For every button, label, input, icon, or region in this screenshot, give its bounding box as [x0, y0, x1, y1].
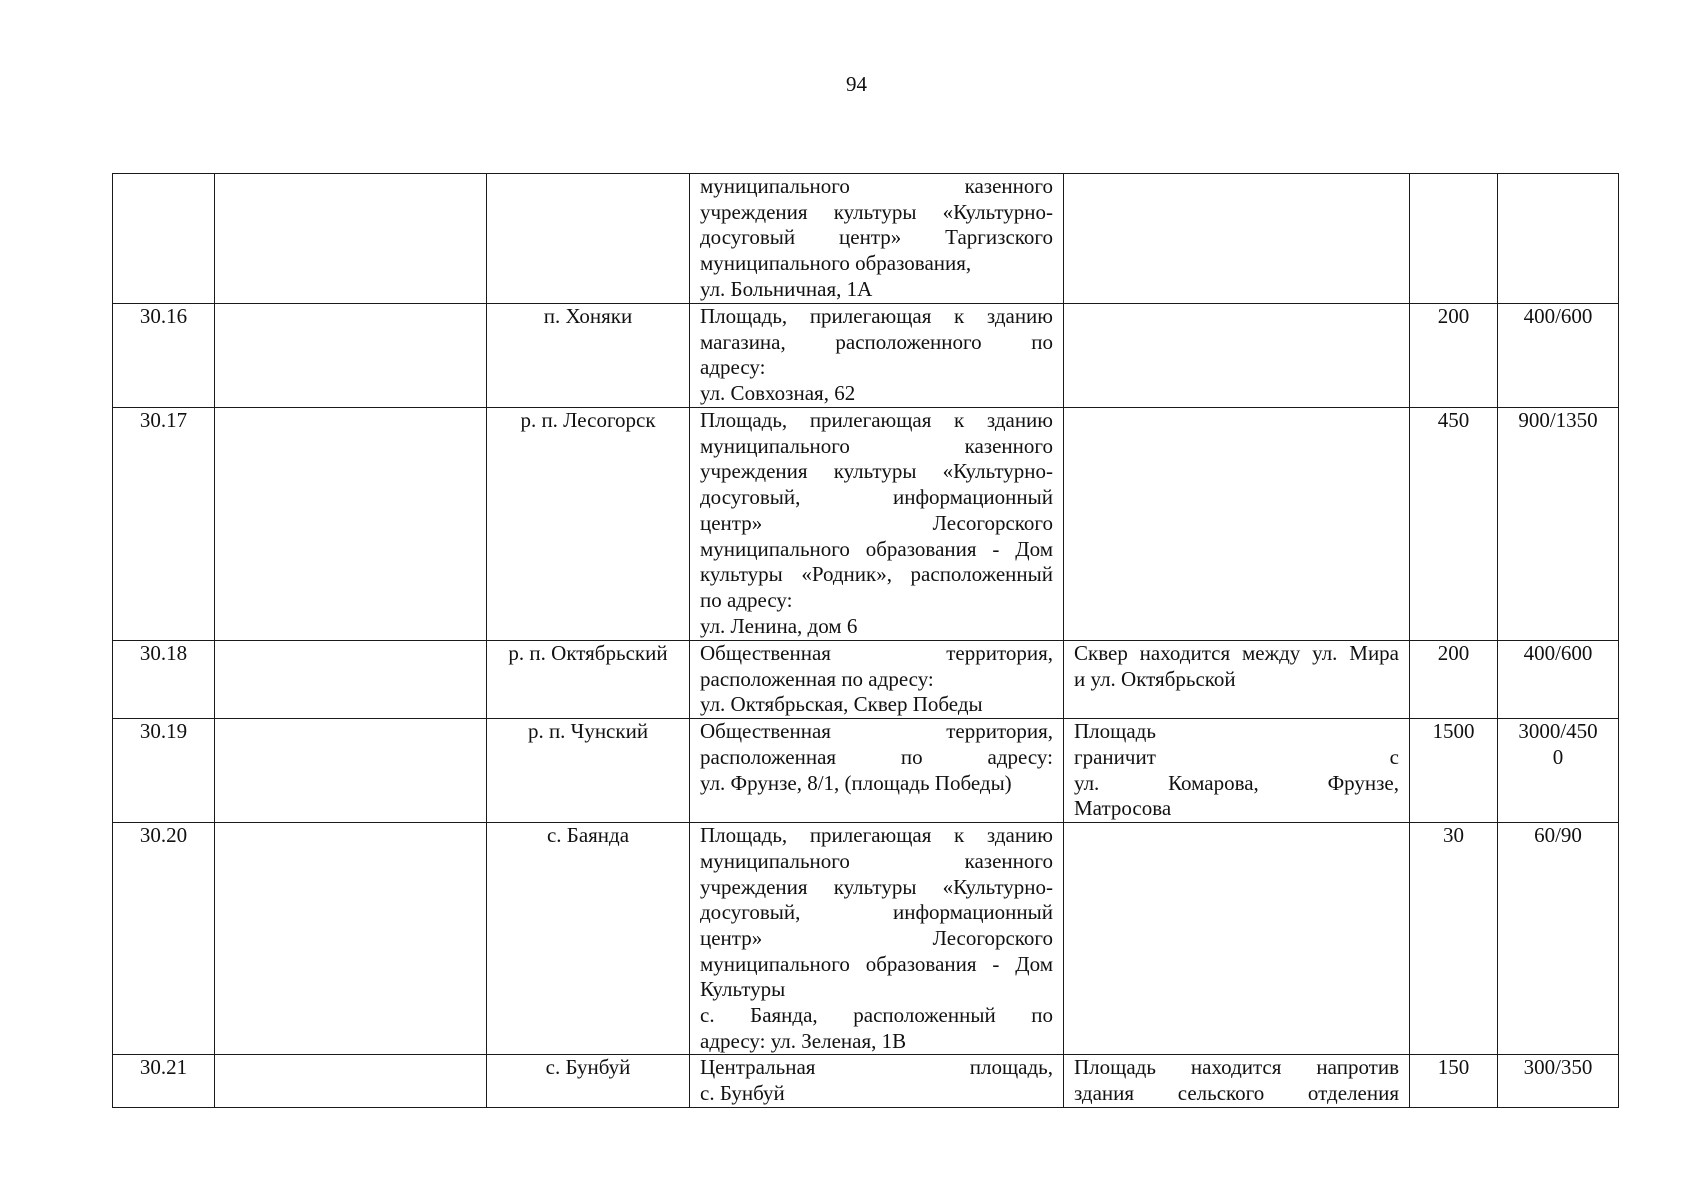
cell-address: [690, 823, 1064, 1055]
address-line: адресу:: [700, 355, 766, 380]
address-line: по адресу:: [700, 587, 793, 612]
cell-district: [215, 408, 487, 641]
address-line: Культуры: [700, 977, 786, 1002]
cell-number: [113, 174, 215, 304]
address-line: ул. Совхозная, 62: [700, 381, 856, 406]
cell-district: [215, 1055, 487, 1108]
address-line: ул. Фрунзе, 8/1, (площадь Победы): [700, 770, 1012, 795]
address-line: ул. Больничная, 1А: [700, 276, 873, 301]
address-line: Площадь, прилегающая к зданию: [700, 408, 1053, 432]
cell-note: [1064, 823, 1410, 1055]
address-line: расположенная по адресу:: [700, 666, 934, 691]
address-line: досуговый центр» Таргизского: [700, 225, 1053, 250]
cell-district: [215, 641, 487, 719]
note-line: Площадь: [1074, 719, 1156, 744]
note-line: Площадь находится напротив: [1074, 1055, 1399, 1080]
cell-note: [1064, 304, 1410, 408]
cell-note: [1064, 174, 1410, 304]
address-line: магазина, расположенного по: [700, 329, 1053, 354]
cell-address: [690, 174, 1064, 304]
cell-note: [1064, 408, 1410, 641]
cell-district: [215, 719, 487, 823]
cell-area: 450: [1410, 408, 1498, 641]
cell-locality: с. Баянда: [487, 823, 690, 1055]
cell-area: 150: [1410, 1055, 1498, 1108]
cell-district: [215, 304, 487, 408]
page-number: 94: [846, 72, 867, 96]
cell-address: [690, 408, 1064, 641]
cell-locality: [487, 174, 690, 304]
cell-district: [215, 174, 487, 304]
cell-note: [1064, 1055, 1410, 1108]
note-line: здания сельского отделения: [1074, 1081, 1399, 1106]
address-line: муниципального казенного: [700, 174, 1053, 198]
address-line: муниципального образования,: [700, 251, 972, 276]
address-line: муниципального образования - Дом: [700, 951, 1053, 976]
cell-locality: р. п. Октябрьский: [487, 641, 690, 719]
address-line: центр» Лесогорского: [700, 925, 1053, 950]
cell-locality: р. п. Чунский: [487, 719, 690, 823]
table-row: [113, 641, 1619, 719]
address-line: муниципального казенного: [700, 848, 1053, 873]
address-line: учреждения культуры «Культурно-: [700, 874, 1053, 899]
address-line: досуговый, информационный: [700, 900, 1053, 925]
cell-capacity: 300/350: [1498, 1055, 1619, 1108]
cell-number: 30.16: [113, 304, 215, 408]
cell-locality: п. Хоняки: [487, 304, 690, 408]
cell-capacity: 400/600: [1498, 304, 1619, 408]
address-line: Площадь, прилегающая к зданию: [700, 304, 1053, 328]
cell-area: 200: [1410, 304, 1498, 408]
cell-area: [1410, 174, 1498, 304]
address-line: Общественная территория,: [700, 719, 1053, 744]
address-line: Общественная территория,: [700, 641, 1053, 665]
table-row: [113, 304, 1619, 408]
cell-district: [215, 823, 487, 1055]
address-line: ул. Ленина, дом 6: [700, 613, 858, 638]
note-line: Матросова: [1074, 796, 1172, 821]
cell-address: [690, 304, 1064, 408]
note-line: ул. Комарова, Фрунзе,: [1074, 770, 1399, 795]
address-line: расположенная по адресу:: [700, 744, 1053, 769]
cell-area: 1500: [1410, 719, 1498, 823]
capacity-line: 0: [1552, 744, 1564, 769]
address-line: муниципального образования - Дом: [700, 536, 1053, 561]
address-line: культуры «Родник», расположенный: [700, 562, 1053, 587]
cell-capacity: 400/600: [1498, 641, 1619, 719]
note-line: Сквер находится между ул. Мира: [1074, 641, 1399, 665]
cell-area: 200: [1410, 641, 1498, 719]
cell-address: [690, 719, 1064, 823]
cell-address: [690, 641, 1064, 719]
cell-number: 30.18: [113, 641, 215, 719]
cell-note: [1064, 641, 1410, 719]
cell-locality: р. п. Лесогорск: [487, 408, 690, 641]
cell-capacity: 900/1350: [1498, 408, 1619, 641]
cell-number: 30.21: [113, 1055, 215, 1108]
cell-number: 30.17: [113, 408, 215, 641]
note-line: граничит с: [1074, 744, 1399, 769]
cell-note: [1064, 719, 1410, 823]
address-line: учреждения культуры «Культурно-: [700, 199, 1053, 224]
address-line: досуговый, информационный: [700, 485, 1053, 510]
address-line: ул. Октябрьская, Сквер Победы: [700, 692, 983, 717]
capacity-line: 3000/450: [1518, 719, 1598, 744]
address-line: муниципального казенного: [700, 433, 1053, 458]
table-row: [113, 823, 1619, 1055]
address-line: с. Баянда, расположенный по: [700, 1003, 1053, 1028]
table-row: [113, 1055, 1619, 1108]
cell-number: 30.20: [113, 823, 215, 1055]
note-line: и ул. Октябрьской: [1074, 666, 1236, 691]
table-row: [113, 408, 1619, 641]
address-line: адресу: ул. Зеленая, 1В: [700, 1028, 907, 1053]
document-table: [112, 173, 1619, 1108]
cell-capacity: [1498, 719, 1619, 823]
cell-area: 30: [1410, 823, 1498, 1055]
cell-address: [690, 1055, 1064, 1108]
cell-capacity: 60/90: [1498, 823, 1619, 1055]
address-line: с. Бунбуй: [700, 1081, 785, 1106]
address-line: учреждения культуры «Культурно-: [700, 459, 1053, 484]
address-line: Центральная площадь,: [700, 1055, 1053, 1080]
cell-locality: с. Бунбуй: [487, 1055, 690, 1108]
cell-capacity: [1498, 174, 1619, 304]
cell-number: 30.19: [113, 719, 215, 823]
table-row-continuation: [113, 174, 1619, 304]
address-line: Площадь, прилегающая к зданию: [700, 823, 1053, 848]
address-line: центр» Лесогорского: [700, 510, 1053, 535]
table-row: [113, 719, 1619, 823]
